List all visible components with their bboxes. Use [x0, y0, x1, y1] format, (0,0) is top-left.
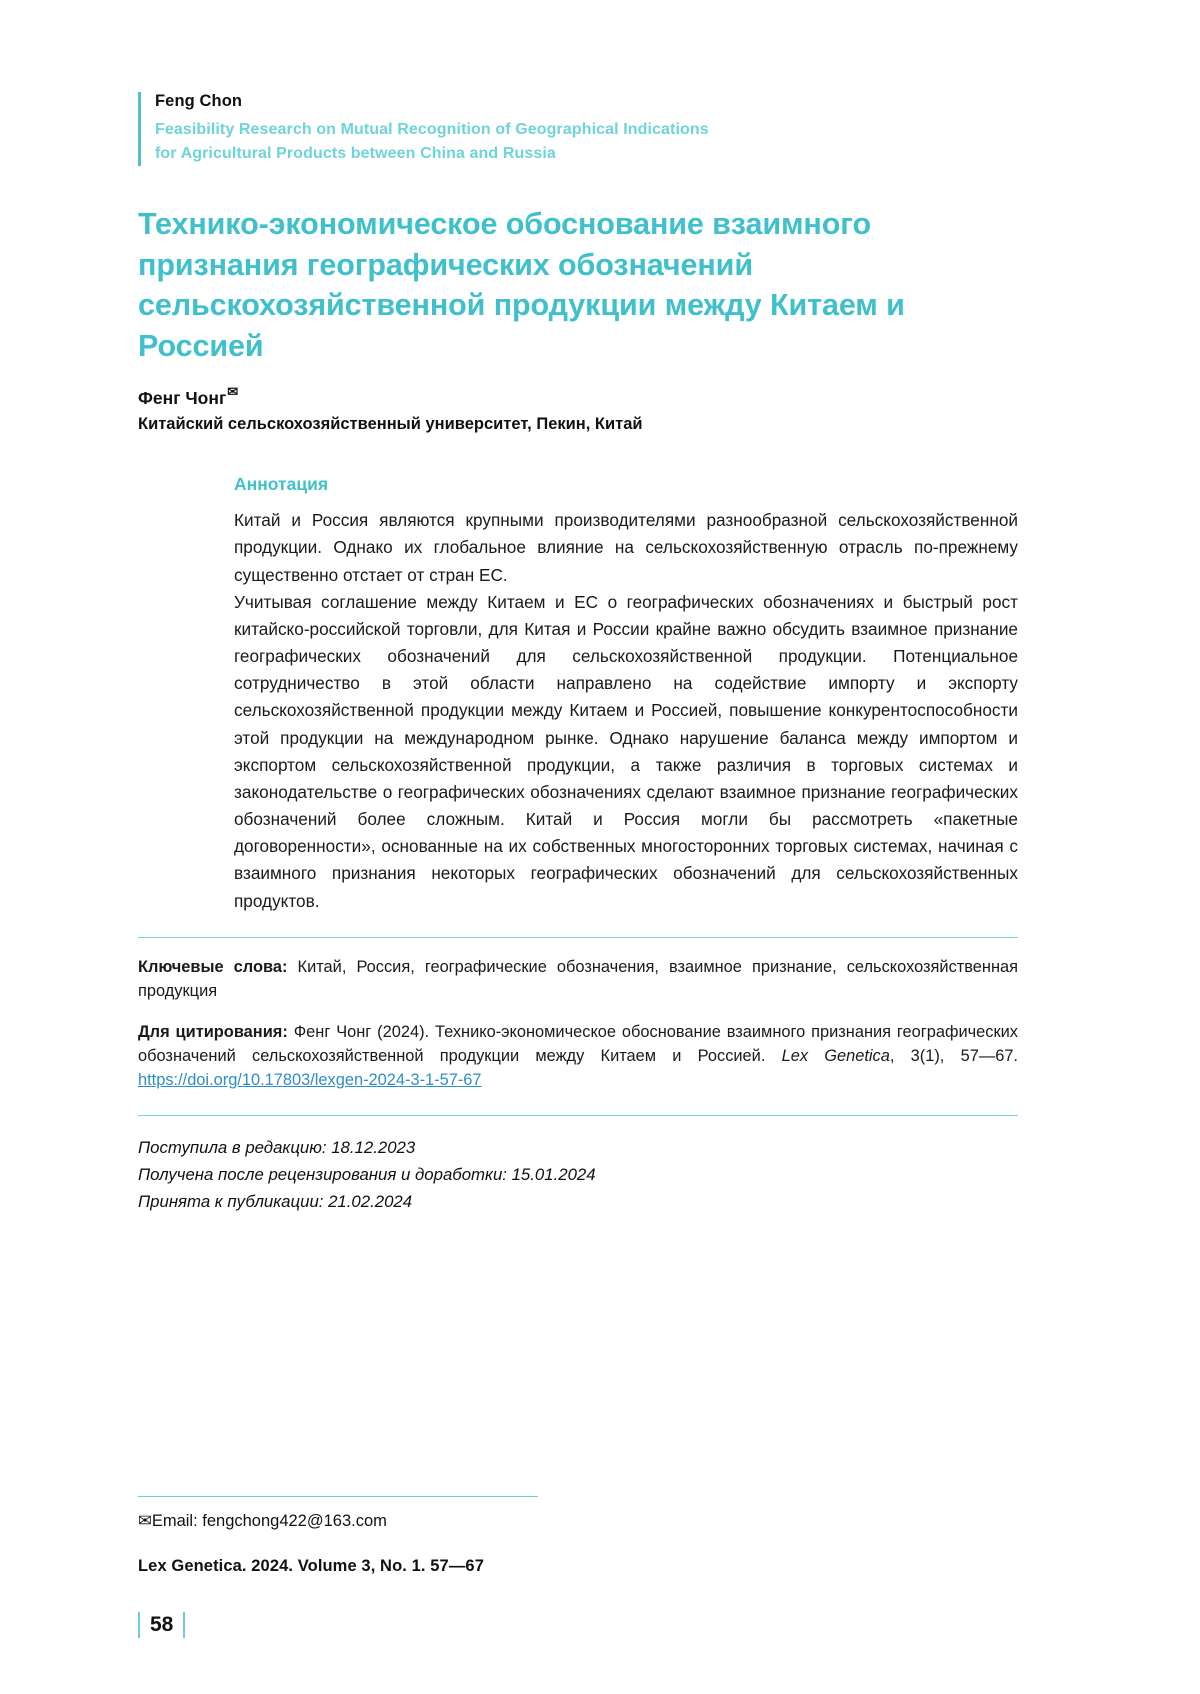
abstract-heading: Аннотация	[234, 474, 329, 495]
date-received: Поступила в редакцию: 18.12.2023	[138, 1137, 416, 1157]
page-title: Технико-экономическое обоснование взаимного признания географических обозначений сельскохозяйственной продукции между Китаем и Россией	[138, 207, 905, 363]
keywords-text: Китай, Россия, географические обозначения, взаимное признание, сельскохозяйственная продукция	[138, 957, 1019, 1000]
doi-link[interactable]: https://doi.org/10.17803/lexgen-2024-3-1-57-67	[138, 1070, 482, 1089]
page-content	[138, 92, 1018, 1215]
author-name-line	[138, 384, 1018, 409]
divider	[138, 1115, 1018, 1116]
keywords-label: Ключевые слова:	[138, 957, 288, 976]
envelope-icon: ✉	[138, 1512, 152, 1530]
citation-text: Фенг Чонг (2024). Технико-экономическое обоснование взаимного признания географических обозначений сельскохозяйственной продукции между Китаем и Россией.	[138, 1023, 1018, 1066]
footnote-email-text: Email: fengchong422@163.com	[151, 1512, 387, 1530]
running-head-title	[155, 118, 1018, 166]
keywords-block	[138, 956, 1018, 1004]
page-number-rule-left	[138, 1612, 140, 1638]
footnote-email	[138, 1511, 1018, 1531]
page-number-rule-right	[183, 1612, 185, 1638]
running-head-title-line2: for Agricultural Products between China and Russia	[155, 145, 556, 162]
citation-block	[138, 1021, 1018, 1092]
abstract-paragraph: Учитывая соглашение между Китаем и ЕС о географических обозначениях и быстрый рост китайско-российской торговли, для Китая и России крайне важно обсудить взаимное признание географических обозначений для сельскохозяйственной продукции. Потенциальное сотрудничество в этой области направлено на содействие импорту и экспорту сельскохозяйственной продукции между Китаем и Россией, повышение конкурентоспособности этой продукции на международном рынке. Однако нарушение баланса между импортом и экспортом сельскохозяйственной продукции, а также различия в торговых системах и законодательстве о географических обозначениях сделают взаимное признание географических обозначений более сложным. Китай и Россия могли бы рассмотреть «пакетные договоренности», основанные на их собственных многосторонних торговых системах, начиная с взаимного признания некоторых географических обозначений для сельскохозяйственных продуктов.	[234, 591, 1018, 911]
date-revised: Получена после рецензирования и доработки: 15.01.2024	[138, 1164, 596, 1184]
citation-label: Для цитирования:	[138, 1023, 288, 1042]
running-head-title-line1: Feasibility Research on Mutual Recognition of Geographical Indications	[155, 121, 709, 138]
envelope-icon: ✉	[227, 384, 239, 400]
author-affiliation: Китайский сельскохозяйственный университет, Пекин, Китай	[138, 415, 643, 434]
citation-journal: Lex Genetica	[781, 1047, 890, 1066]
journal-reference: Lex Genetica. 2024. Volume 3, No. 1. 57—67	[138, 1557, 484, 1575]
footnote-divider	[138, 1496, 538, 1497]
citation-volume: , 3(1), 57—67.	[889, 1047, 1018, 1066]
page-number	[138, 1612, 185, 1638]
abstract-paragraph: Китай и Россия являются крупными производителями разнообразной сельскохозяйственной продукции. Однако их глобальное влияние на сельскохозяйственную отрасль по-прежнему существенно отстает от стран ЕС.	[234, 510, 1018, 585]
running-head	[138, 92, 1018, 166]
divider	[138, 937, 1018, 938]
page-number-value: 58	[150, 1613, 174, 1636]
running-head-author: Feng Chon	[155, 92, 243, 110]
publication-dates	[138, 1134, 1018, 1216]
page-footer	[138, 1496, 1018, 1576]
date-accepted: Принята к публикации: 21.02.2024	[138, 1192, 413, 1212]
abstract-section	[234, 474, 1018, 915]
author-name: Фенг Чонг	[138, 388, 227, 409]
